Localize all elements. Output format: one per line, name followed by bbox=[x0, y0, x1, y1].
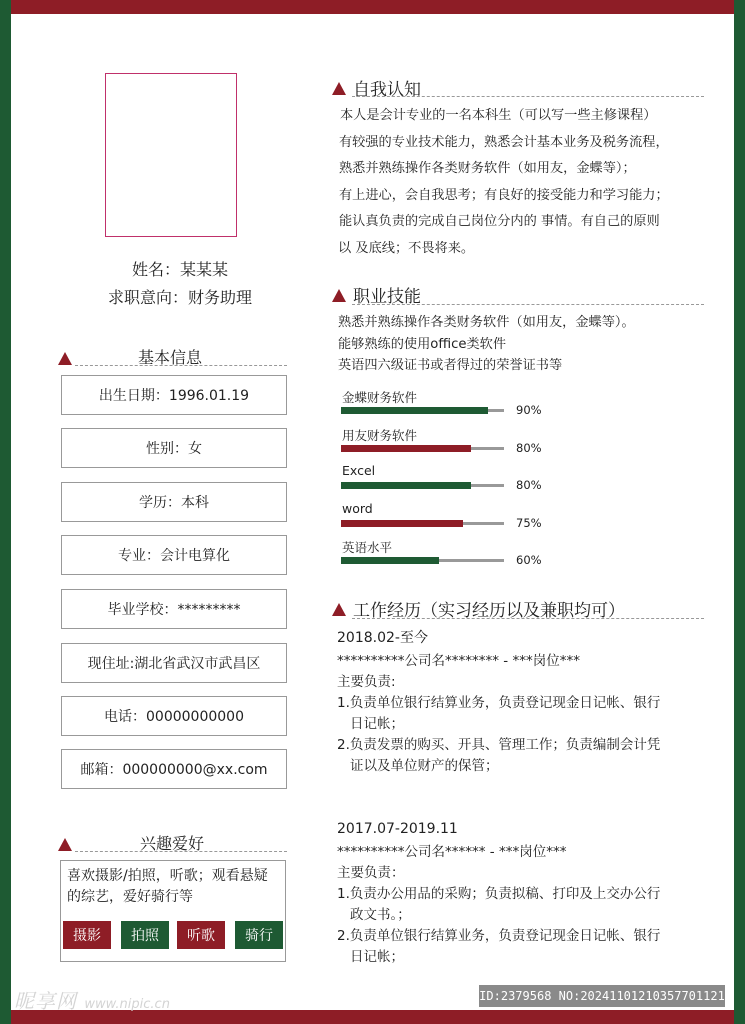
image-id-badge: ID:2379568 NO:20241101210357701121 bbox=[479, 985, 725, 1007]
basic-info-title: 基本信息 bbox=[138, 348, 203, 367]
name-line: 姓名：某某某 bbox=[131, 260, 228, 279]
skill-percent: 75% bbox=[516, 515, 542, 530]
triangle-marker-icon bbox=[332, 289, 346, 302]
work-entry-date: 2017.07-2019.11 bbox=[337, 821, 458, 837]
info-phone: 电话：00000000000 bbox=[61, 696, 287, 736]
work-entry bbox=[337, 628, 717, 777]
work-entry-duty: 日记帐； bbox=[350, 949, 404, 965]
skill-bar-fill bbox=[341, 482, 471, 489]
work-entry-duty-label: 主要负责： bbox=[337, 865, 405, 881]
skills-line: 英语四六级证书或者得过的荣誉证书等 bbox=[338, 358, 563, 373]
info-address: 现住址:湖北省武汉市武昌区 bbox=[61, 643, 287, 683]
basic-info-divider bbox=[75, 365, 287, 366]
hobby-tag-cycling[interactable]: 骑行 bbox=[235, 921, 283, 949]
skill-label: 英语水平 bbox=[342, 540, 393, 555]
hobbies-text: 喜欢摄影/拍照，听歌；观看悬疑的综艺，爱好骑行等 bbox=[67, 868, 268, 905]
skill-percent: 80% bbox=[516, 478, 542, 492]
top-border-bar bbox=[0, 0, 745, 14]
hobby-tag-music[interactable]: 听歌 bbox=[177, 921, 225, 949]
self-intro-line: 有上进心，会自我思考；有良好的接受能力和学习能力； bbox=[339, 187, 669, 203]
work-entry-duty: 1.负责单位银行结算业务，负责登记现金日记帐、银行 bbox=[337, 695, 661, 711]
skill-label: Excel bbox=[342, 463, 376, 478]
info-school: 毕业学校：********* bbox=[61, 589, 287, 629]
work-divider bbox=[352, 618, 704, 619]
skill-bar-fill bbox=[341, 557, 439, 564]
work-entry-duty: 2.负责发票的购买、开具、管理工作；负责编制会计凭 bbox=[337, 737, 661, 753]
self-intro-text bbox=[338, 103, 708, 262]
right-border-bar bbox=[734, 0, 745, 1024]
skills-title: 职业技能 bbox=[353, 287, 421, 307]
skill-label: word bbox=[342, 500, 373, 516]
info-gender: 性别：女 bbox=[61, 428, 287, 468]
watermark-logo-text: 昵享网 bbox=[14, 989, 77, 1013]
hobbies-divider bbox=[75, 851, 287, 852]
self-intro-line: 本人是会计专业的一名本科生（可以写一些主修课程） bbox=[340, 108, 657, 123]
self-intro-divider bbox=[352, 96, 704, 97]
skill-label: 用友财务软件 bbox=[342, 427, 418, 443]
work-entry-duty: 1.负责办公用品的采购；负责拟稿、打印及上交办公行 bbox=[337, 886, 661, 902]
work-entry-duty: 2.负责单位银行结算业务，负责登记现金日记帐、银行 bbox=[337, 928, 661, 944]
hobbies-box bbox=[60, 860, 286, 962]
skill-percent: 90% bbox=[516, 403, 542, 417]
skills-line: 能够熟练的使用office类软件 bbox=[338, 336, 507, 352]
work-entry-duty-label: 主要负责: bbox=[337, 674, 396, 690]
hobby-tag-photography[interactable]: 摄影 bbox=[63, 921, 111, 949]
work-title: 工作经历（实习经历以及兼职均可） bbox=[353, 601, 625, 621]
job-intention-line: 求职意向：财务助理 bbox=[107, 288, 252, 307]
skill-percent: 80% bbox=[516, 440, 542, 455]
self-intro-line: 以 及底线；不畏将来。 bbox=[338, 240, 475, 256]
info-email: 邮箱：000000000@xx.com bbox=[61, 749, 287, 789]
work-entry-company: **********公司名****** - ***岗位*** bbox=[337, 844, 567, 860]
skill-bar-fill bbox=[341, 520, 463, 527]
skill-label: 金蝶财务软件 bbox=[342, 390, 418, 405]
triangle-marker-icon bbox=[332, 603, 346, 616]
work-entry-duty: 政文书。； bbox=[350, 907, 411, 923]
triangle-marker-icon bbox=[58, 838, 72, 851]
skills-text bbox=[338, 312, 708, 377]
info-major: 专业：会计电算化 bbox=[61, 535, 287, 575]
skill-bar-fill bbox=[341, 407, 488, 414]
work-entry-duty: 日记帐； bbox=[350, 716, 404, 732]
skill-bar-fill bbox=[341, 445, 471, 452]
left-border-bar bbox=[0, 0, 11, 1024]
info-education: 学历：本科 bbox=[61, 482, 287, 522]
work-entry bbox=[337, 819, 717, 968]
triangle-marker-icon bbox=[332, 82, 346, 95]
self-intro-line: 有较强的专业技术能力，熟悉会计基本业务及税务流程， bbox=[339, 134, 669, 150]
hobby-tag-taking-photos[interactable]: 拍照 bbox=[121, 921, 169, 949]
skills-divider bbox=[352, 304, 704, 305]
skills-line: 熟悉并熟练操作各类财务软件（如用友，金蝶等）。 bbox=[338, 315, 635, 330]
self-intro-line: 能认真负责的完成自己岗位分内的 事情。有自己的原则 bbox=[339, 214, 660, 229]
skill-percent: 60% bbox=[516, 553, 542, 567]
info-birthdate: 出生日期：1996.01.19 bbox=[61, 375, 287, 415]
work-entry-date: 2018.02-至今 bbox=[337, 630, 428, 646]
watermark bbox=[14, 985, 170, 1014]
work-entry-duty: 证以及单位财产的保管； bbox=[350, 758, 499, 774]
watermark-url: www.nipic.cn bbox=[84, 997, 170, 1012]
photo-placeholder[interactable] bbox=[105, 73, 237, 237]
work-entry-company: **********公司名******** - ***岗位*** bbox=[337, 653, 580, 669]
self-intro-line: 熟悉并熟练操作各类财务软件（如用友，金蝶等）； bbox=[339, 161, 636, 176]
hobbies-title: 兴趣爱好 bbox=[140, 834, 205, 853]
self-intro-title: 自我认知 bbox=[353, 80, 421, 100]
triangle-marker-icon bbox=[58, 352, 72, 365]
